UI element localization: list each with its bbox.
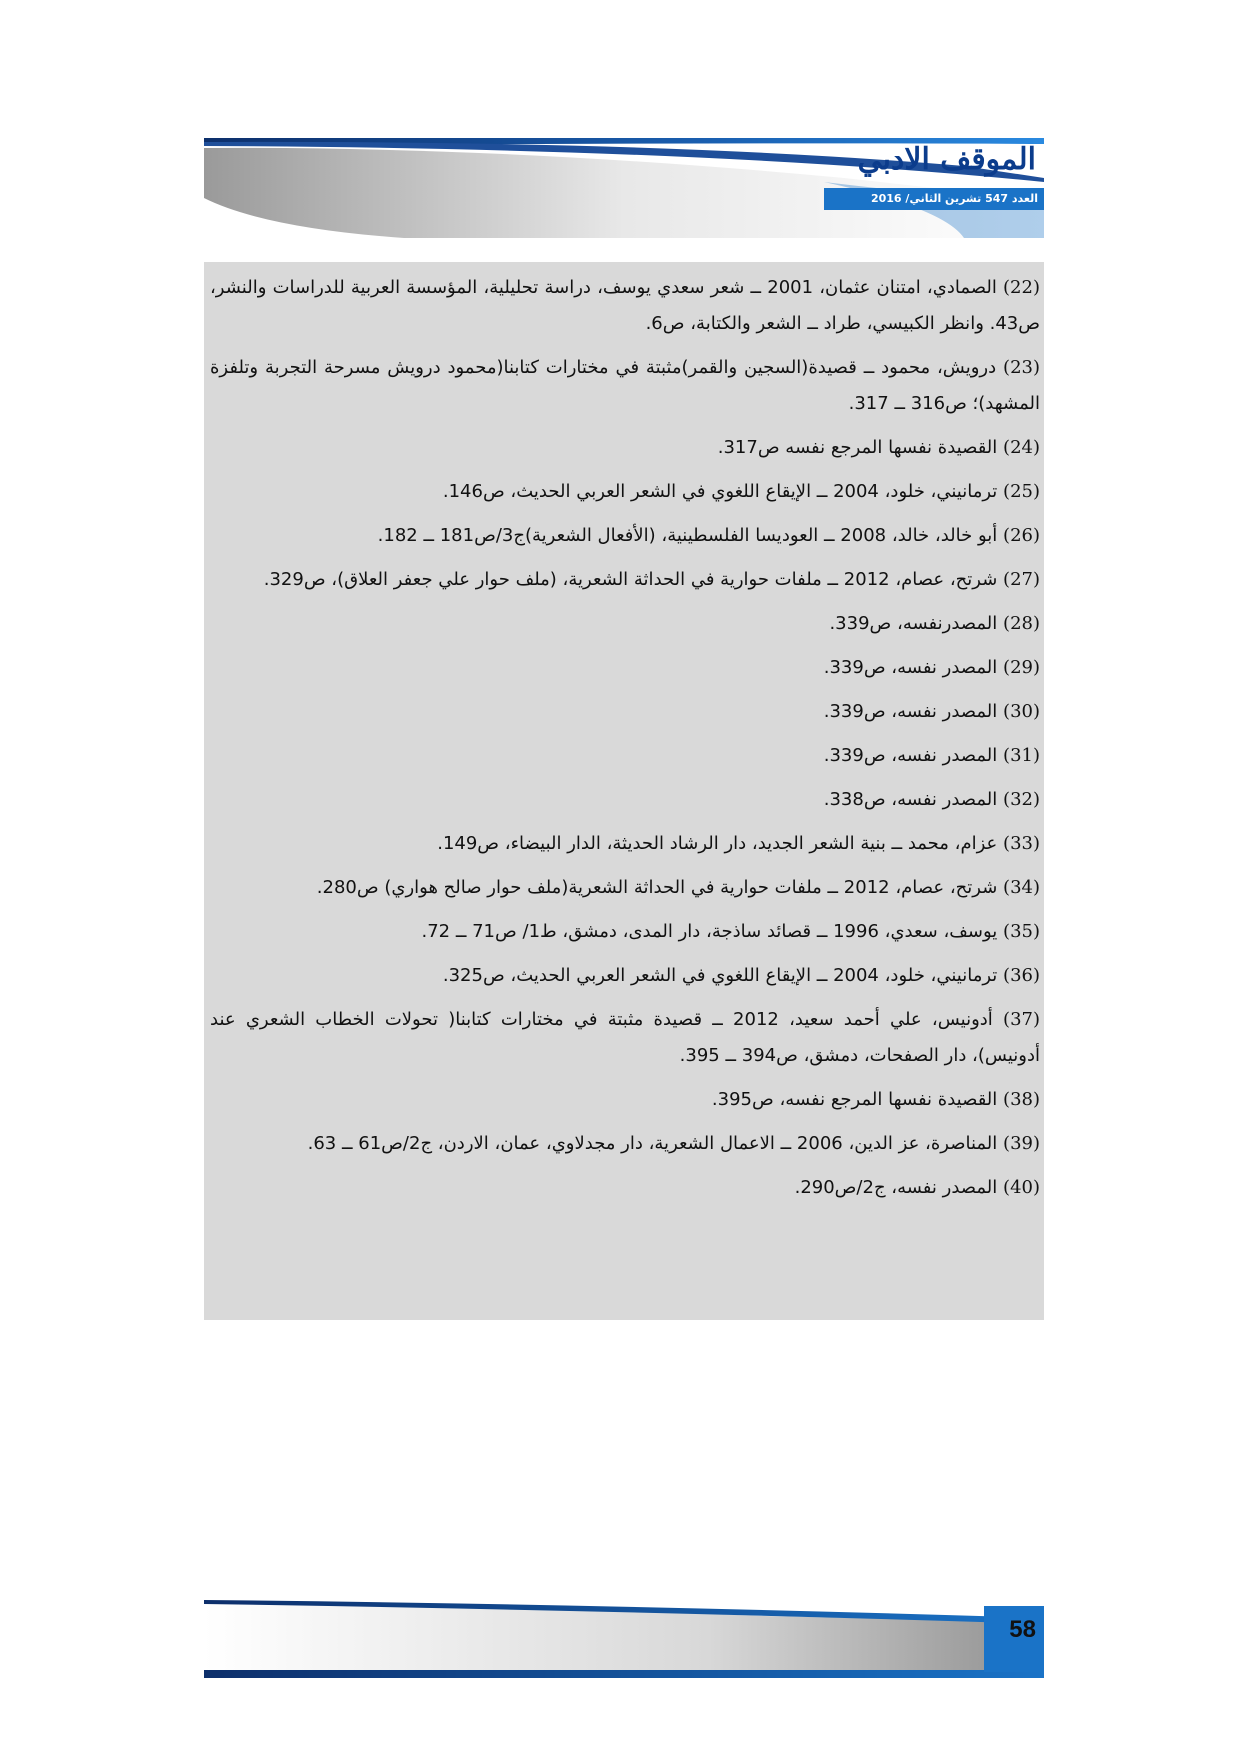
footnote-text: أبو خالد، خالد، 2008 ــ العوديسا الفلسطينية، (الأفعال الشعرية)ج3/ص181 ــ 182.	[377, 525, 998, 546]
footnote-item	[204, 914, 1044, 950]
footnote-number: (39)	[1003, 1133, 1040, 1154]
footnote-number: (33)	[1003, 833, 1040, 854]
footnote-item	[204, 782, 1044, 818]
footnote-item	[204, 694, 1044, 730]
footnote-number: (31)	[1003, 745, 1040, 766]
footnote-text: المصدر نفسه، ص339.	[823, 745, 998, 766]
footnote-text: يوسف، سعدي، 1996 ــ قصائد ساذجة، دار المدى، دمشق، ط1/ ص71 ــ 72.	[421, 921, 998, 942]
footnote-text: المناصرة، عز الدين، 2006 ــ الاعمال الشعرية، دار مجدلاوي، عمان، الاردن، ج2/ص61 ــ 63.	[307, 1133, 998, 1154]
footnote-item	[204, 430, 1044, 466]
footnote-text: الصمادي، امتنان عثمان، 2001 ــ شعر سعدي يوسف، دراسة تحليلية، المؤسسة العربية للدراسات والنشر، ص43. وانظر الكبيسي، طراد ــ الشعر والكتابة، ص6.	[210, 277, 1040, 334]
footnote-number: (27)	[1003, 569, 1040, 590]
footnote-item	[204, 650, 1044, 686]
footnote-number: (28)	[1003, 613, 1040, 634]
footnote-text: المصدر نفسه، ج2/ص290.	[794, 1177, 998, 1198]
footnote-text: شرتح، عصام، 2012 ــ ملفات حوارية في الحداثة الشعرية، (ملف حوار علي جعفر العلاق)، ص329.	[263, 569, 998, 590]
page-number: 58	[1009, 1616, 1036, 1643]
footnote-number: (32)	[1003, 789, 1040, 810]
footnote-item	[204, 606, 1044, 642]
footnote-number: (38)	[1003, 1089, 1040, 1110]
footnote-number: (34)	[1003, 877, 1040, 898]
footnote-text: عزام، محمد ــ بنية الشعر الجديد، دار الرشاد الحديثة، الدار البيضاء، ص149.	[437, 833, 998, 854]
magazine-logo: الموقف الادبي	[857, 142, 1036, 177]
footnote-number: (24)	[1003, 437, 1040, 458]
footnote-item	[204, 1082, 1044, 1118]
footnote-text: المصدر نفسه، ص339.	[823, 701, 998, 722]
footnote-number: (23)	[1003, 357, 1040, 378]
footnotes-list	[204, 262, 1044, 1206]
footnote-text: شرتح، عصام، 2012 ــ ملفات حوارية في الحداثة الشعرية(ملف حوار صالح هواري) ص280.	[316, 877, 998, 898]
footnote-text: ترمانيني، خلود، 2004 ــ الإيقاع اللغوي في الشعر العربي الحديث، ص325.	[442, 965, 998, 986]
page-footer	[204, 1592, 1044, 1678]
footnote-item	[204, 474, 1044, 510]
footer-swoosh-graphic	[204, 1592, 1044, 1678]
footnote-number: (29)	[1003, 657, 1040, 678]
footnote-item	[204, 1170, 1044, 1206]
footnote-text: المصدر نفسه، ص338.	[823, 789, 998, 810]
footnote-number: (30)	[1003, 701, 1040, 722]
footnote-item	[204, 1002, 1044, 1074]
footnote-number: (37)	[1003, 1009, 1040, 1030]
footnote-number: (35)	[1003, 921, 1040, 942]
footnote-item	[204, 518, 1044, 554]
footnote-item	[204, 562, 1044, 598]
footnote-number: (26)	[1003, 525, 1040, 546]
footnote-text: أدونيس، علي أحمد سعيد، 2012 ــ قصيدة مثبتة في مختارات كتابنا( تحولات الخطاب الشعري عند أدونيس)، دار الصفحات، دمشق، ص394 ــ 395.	[210, 1009, 1040, 1066]
footnote-item	[204, 1126, 1044, 1162]
page-header	[204, 138, 1044, 238]
footnote-number: (40)	[1003, 1177, 1040, 1198]
footnote-text: القصيدة نفسها المرجع نفسه، ص395.	[711, 1089, 998, 1110]
footnote-text: ترمانيني، خلود، 2004 ــ الإيقاع اللغوي في الشعر العربي الحديث، ص146.	[442, 481, 998, 502]
footnote-item	[204, 826, 1044, 862]
footnotes-panel	[204, 262, 1044, 1320]
footnote-item	[204, 958, 1044, 994]
footnote-number: (22)	[1003, 277, 1040, 298]
footnote-text: المصدرنفسه، ص339.	[829, 613, 998, 634]
footnote-item	[204, 738, 1044, 774]
footnote-item	[204, 870, 1044, 906]
footnote-text: المصدر نفسه، ص339.	[823, 657, 998, 678]
footnote-number: (36)	[1003, 965, 1040, 986]
issue-info: العدد 547 تشرين الثاني/ 2016	[870, 192, 1038, 205]
footnote-text: القصيدة نفسها المرجع نفسه ص317.	[717, 437, 998, 458]
footnote-item	[204, 270, 1044, 342]
footnote-item	[204, 350, 1044, 422]
footnote-text: درويش، محمود ــ قصيدة(السجين والقمر)مثبتة في مختارات كتابنا(محمود درويش مسرحة التجربة وتلفزة المشهد)؛ ص316 ــ 317.	[210, 357, 1040, 414]
footnote-number: (25)	[1003, 481, 1040, 502]
